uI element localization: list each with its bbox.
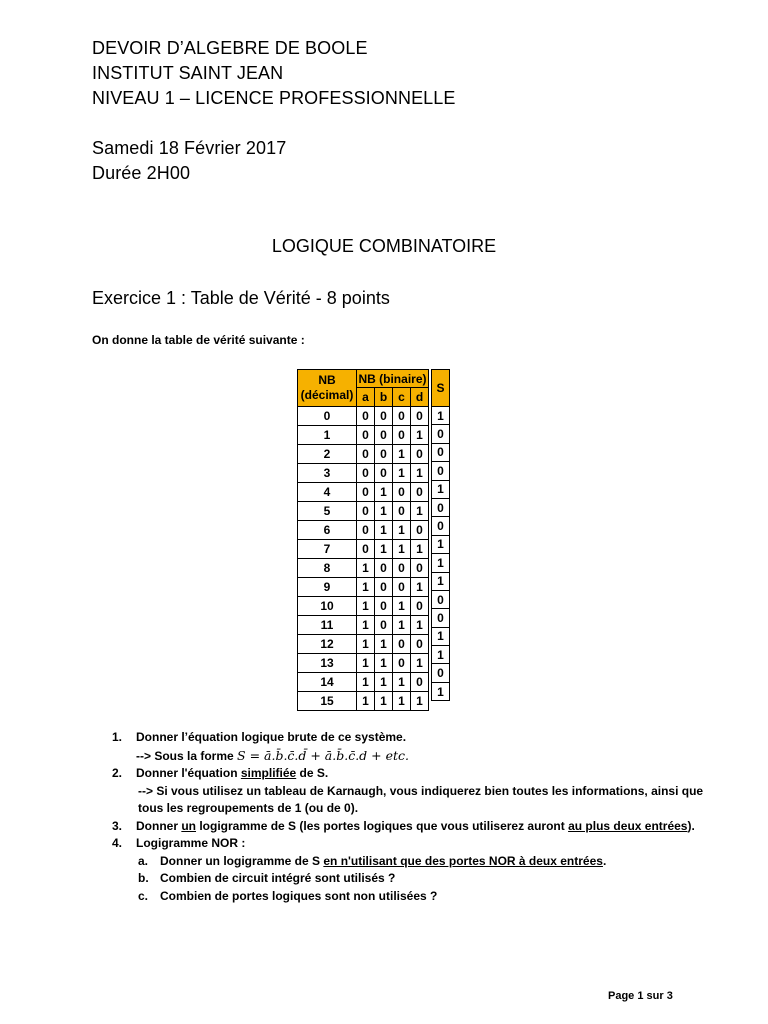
question-number: 3. — [112, 818, 123, 833]
table-row — [298, 521, 429, 540]
bit-c-cell: 1 — [393, 464, 411, 483]
question-2 — [112, 765, 712, 783]
question-text-underlined: un — [181, 818, 197, 833]
bit-c-cell: 0 — [393, 426, 411, 445]
bit-b-cell: 0 — [375, 445, 393, 464]
bit-b-cell: 0 — [375, 616, 393, 635]
bit-c-cell: 1 — [393, 445, 411, 464]
bit-d-cell: 1 — [411, 502, 429, 521]
table-row — [298, 654, 429, 673]
sub-question-text: Combien de circuit intégré sont utilisés ? — [160, 871, 396, 885]
table-row — [298, 483, 429, 502]
decimal-cell: 2 — [298, 445, 357, 464]
bit-b-cell: 0 — [375, 464, 393, 483]
question-text: ). — [687, 818, 695, 833]
decimal-cell: 10 — [298, 597, 357, 616]
output-row — [432, 443, 450, 461]
bit-a-cell: 0 — [357, 445, 375, 464]
question-text: Donner l’équation logique brute de ce système. — [136, 730, 407, 744]
col-header-decimal — [298, 370, 357, 407]
output-row — [432, 572, 450, 590]
table-row — [298, 464, 429, 483]
decimal-cell: 9 — [298, 578, 357, 597]
output-s-cell: 1 — [432, 646, 450, 664]
output-row — [432, 517, 450, 535]
question-2-hint: --> Si vous utilisez un tableau de Karnaugh, vous indiquerez bien toutes les informations, ainsi que tous les regroupements de 1 (ou de 0). — [138, 783, 704, 815]
output-row — [432, 425, 450, 443]
section-title: LOGIQUE COMBINATOIRE — [271, 236, 497, 256]
output-s-cell: 0 — [432, 425, 450, 443]
header-line-2: INSTITUT SAINT JEAN — [92, 63, 284, 83]
bit-a-cell: 1 — [357, 635, 375, 654]
sub-question-text: . — [602, 853, 607, 868]
bit-c-cell: 1 — [393, 521, 411, 540]
sub-question-text: Donner un logigramme de S — [160, 853, 324, 868]
bit-c-cell: 0 — [393, 559, 411, 578]
table-row — [298, 559, 429, 578]
bit-d-cell: 1 — [411, 692, 429, 711]
bit-d-cell: 1 — [411, 578, 429, 597]
question-list — [112, 729, 712, 905]
question-text: de S. — [296, 766, 329, 780]
bit-a-cell: 1 — [357, 597, 375, 616]
bit-b-cell: 1 — [375, 521, 393, 540]
decimal-cell: 0 — [298, 407, 357, 426]
bit-d-cell: 1 — [411, 464, 429, 483]
col-header-decimal-line2: (décimal) — [300, 388, 354, 402]
bit-d-cell: 1 — [411, 426, 429, 445]
question-text: Donner — [136, 818, 182, 833]
table-row — [298, 597, 429, 616]
table-row — [298, 445, 429, 464]
decimal-cell: 3 — [298, 464, 357, 483]
bit-c-cell: 0 — [393, 502, 411, 521]
table-row — [298, 407, 429, 426]
sub-question-text: Combien de portes logiques sont non utilisées ? — [160, 888, 438, 903]
bit-c-cell: 1 — [393, 673, 411, 692]
bit-a-cell: 1 — [357, 673, 375, 692]
bit-d-cell: 0 — [411, 635, 429, 654]
table-row — [298, 673, 429, 692]
table-row — [298, 540, 429, 559]
bit-b-cell: 1 — [375, 540, 393, 559]
table-row — [298, 635, 429, 654]
output-s-cell: 0 — [432, 498, 450, 516]
col-header-s: S — [432, 370, 450, 407]
bit-a-cell: 0 — [357, 483, 375, 502]
table-row — [298, 616, 429, 635]
sub-question-number: a. — [138, 853, 149, 868]
sub-question-text-underlined: en n'utilisant que des portes NOR à deux entrées — [323, 853, 603, 868]
output-s-cell: 0 — [432, 590, 450, 608]
output-s-cell: 1 — [432, 682, 450, 700]
bit-b-cell: 1 — [375, 654, 393, 673]
output-s-cell: 0 — [432, 462, 450, 480]
bit-a-cell: 0 — [357, 464, 375, 483]
bit-d-cell: 0 — [411, 445, 429, 464]
bit-b-cell: 0 — [375, 559, 393, 578]
exercise-title: Exercice 1 : Table de Vérité - 8 points — [92, 288, 390, 308]
bit-d-cell: 0 — [411, 407, 429, 426]
hint-prefix: --> Sous la forme — [136, 748, 238, 763]
bit-d-cell: 1 — [411, 654, 429, 673]
output-row — [432, 407, 450, 425]
bit-a-cell: 1 — [357, 616, 375, 635]
truth-table-container — [297, 369, 450, 711]
bit-a-cell: 0 — [357, 407, 375, 426]
exam-duration: Durée 2H00 — [92, 163, 191, 183]
output-row — [432, 462, 450, 480]
bit-b-cell: 1 — [375, 635, 393, 654]
question-3 — [112, 818, 712, 836]
table-row — [298, 578, 429, 597]
output-s-cell: 0 — [432, 609, 450, 627]
exam-date: Samedi 18 Février 2017 — [92, 138, 287, 158]
decimal-cell: 11 — [298, 616, 357, 635]
question-1-hint — [112, 747, 712, 766]
bit-b-cell: 1 — [375, 502, 393, 521]
output-s-cell: 1 — [432, 627, 450, 645]
sub-question-number: b. — [138, 871, 149, 885]
output-s-cell: 0 — [432, 443, 450, 461]
table-row — [298, 692, 429, 711]
output-s-cell: 1 — [432, 480, 450, 498]
page-number: Page 1 sur 3 — [608, 990, 673, 1002]
bit-d-cell: 0 — [411, 597, 429, 616]
bit-c-cell: 1 — [393, 692, 411, 711]
output-s-cell: 0 — [432, 517, 450, 535]
bit-d-cell: 0 — [411, 521, 429, 540]
question-number: 2. — [112, 766, 123, 780]
bit-d-cell: 0 — [411, 673, 429, 692]
bit-b-cell: 0 — [375, 426, 393, 445]
question-4a — [112, 853, 712, 871]
col-header-decimal-line1: NB — [318, 373, 336, 387]
decimal-cell: 6 — [298, 521, 357, 540]
question-text-underlined: simplifiée — [240, 766, 297, 780]
output-row — [432, 590, 450, 608]
decimal-cell: 13 — [298, 654, 357, 673]
question-4 — [112, 835, 712, 853]
question-text: Donner l'équation — [136, 766, 241, 780]
output-s-cell: 1 — [432, 535, 450, 553]
output-table — [431, 369, 450, 701]
output-row — [432, 646, 450, 664]
decimal-cell: 15 — [298, 692, 357, 711]
truth-table — [297, 369, 429, 711]
question-1 — [112, 729, 712, 747]
output-row — [432, 535, 450, 553]
exercise-intro: On donne la table de vérité suivante : — [92, 333, 305, 347]
bit-b-cell: 1 — [375, 673, 393, 692]
question-4b — [112, 870, 712, 888]
formula: S = ā.b̄.c̄.d̄ + ā.b̄.c̄.d + etc. — [237, 747, 410, 763]
question-text-underlined: au plus deux entrées — [568, 818, 688, 833]
bit-a-cell: 1 — [357, 578, 375, 597]
table-row — [298, 426, 429, 445]
col-header-binary: NB (binaire) — [358, 371, 427, 386]
sub-question-number: c. — [138, 888, 149, 903]
output-s-cell: 1 — [432, 554, 450, 572]
decimal-cell: 5 — [298, 502, 357, 521]
decimal-cell: 12 — [298, 635, 357, 654]
bit-d-cell: 0 — [411, 483, 429, 502]
col-header-bit-b: b — [375, 388, 393, 407]
bit-c-cell: 1 — [393, 616, 411, 635]
question-text: Logigramme NOR : — [136, 836, 246, 850]
decimal-cell: 14 — [298, 673, 357, 692]
bit-a-cell: 0 — [357, 540, 375, 559]
decimal-cell: 1 — [298, 426, 357, 445]
bit-d-cell: 0 — [411, 559, 429, 578]
output-row — [432, 480, 450, 498]
bit-c-cell: 0 — [393, 654, 411, 673]
header-line-1: DEVOIR D’ALGEBRE DE BOOLE — [92, 38, 368, 58]
bit-b-cell: 1 — [375, 483, 393, 502]
bit-a-cell: 1 — [357, 559, 375, 578]
bit-c-cell: 0 — [393, 407, 411, 426]
question-4c — [112, 888, 712, 906]
decimal-cell: 7 — [298, 540, 357, 559]
output-s-cell: 1 — [432, 407, 450, 425]
bit-a-cell: 0 — [357, 502, 375, 521]
output-row — [432, 609, 450, 627]
bit-b-cell: 1 — [375, 692, 393, 711]
bit-a-cell: 1 — [357, 692, 375, 711]
output-s-cell: 0 — [432, 664, 450, 682]
bit-c-cell: 0 — [393, 578, 411, 597]
output-row — [432, 682, 450, 700]
bit-d-cell: 1 — [411, 540, 429, 559]
bit-c-cell: 1 — [393, 540, 411, 559]
output-row — [432, 627, 450, 645]
col-header-bit-a: a — [357, 388, 375, 407]
bit-c-cell: 1 — [393, 597, 411, 616]
col-header-bit-c: c — [393, 388, 411, 407]
decimal-cell: 4 — [298, 483, 357, 502]
header-line-3: NIVEAU 1 – LICENCE PROFESSIONNELLE — [92, 88, 456, 108]
question-text: logigramme de S (les portes logiques que vous utiliserez auront — [196, 818, 569, 833]
output-row — [432, 498, 450, 516]
table-row — [298, 502, 429, 521]
bit-c-cell: 0 — [393, 483, 411, 502]
bit-c-cell: 0 — [393, 635, 411, 654]
output-row — [432, 554, 450, 572]
bit-b-cell: 0 — [375, 407, 393, 426]
bit-a-cell: 0 — [357, 521, 375, 540]
bit-a-cell: 1 — [357, 654, 375, 673]
bit-d-cell: 1 — [411, 616, 429, 635]
output-s-cell: 1 — [432, 572, 450, 590]
col-header-bit-d: d — [411, 388, 429, 407]
bit-b-cell: 0 — [375, 578, 393, 597]
decimal-cell: 8 — [298, 559, 357, 578]
question-number: 1. — [112, 730, 123, 744]
bit-b-cell: 0 — [375, 597, 393, 616]
output-row — [432, 664, 450, 682]
bit-a-cell: 0 — [357, 426, 375, 445]
question-number: 4. — [112, 836, 123, 850]
